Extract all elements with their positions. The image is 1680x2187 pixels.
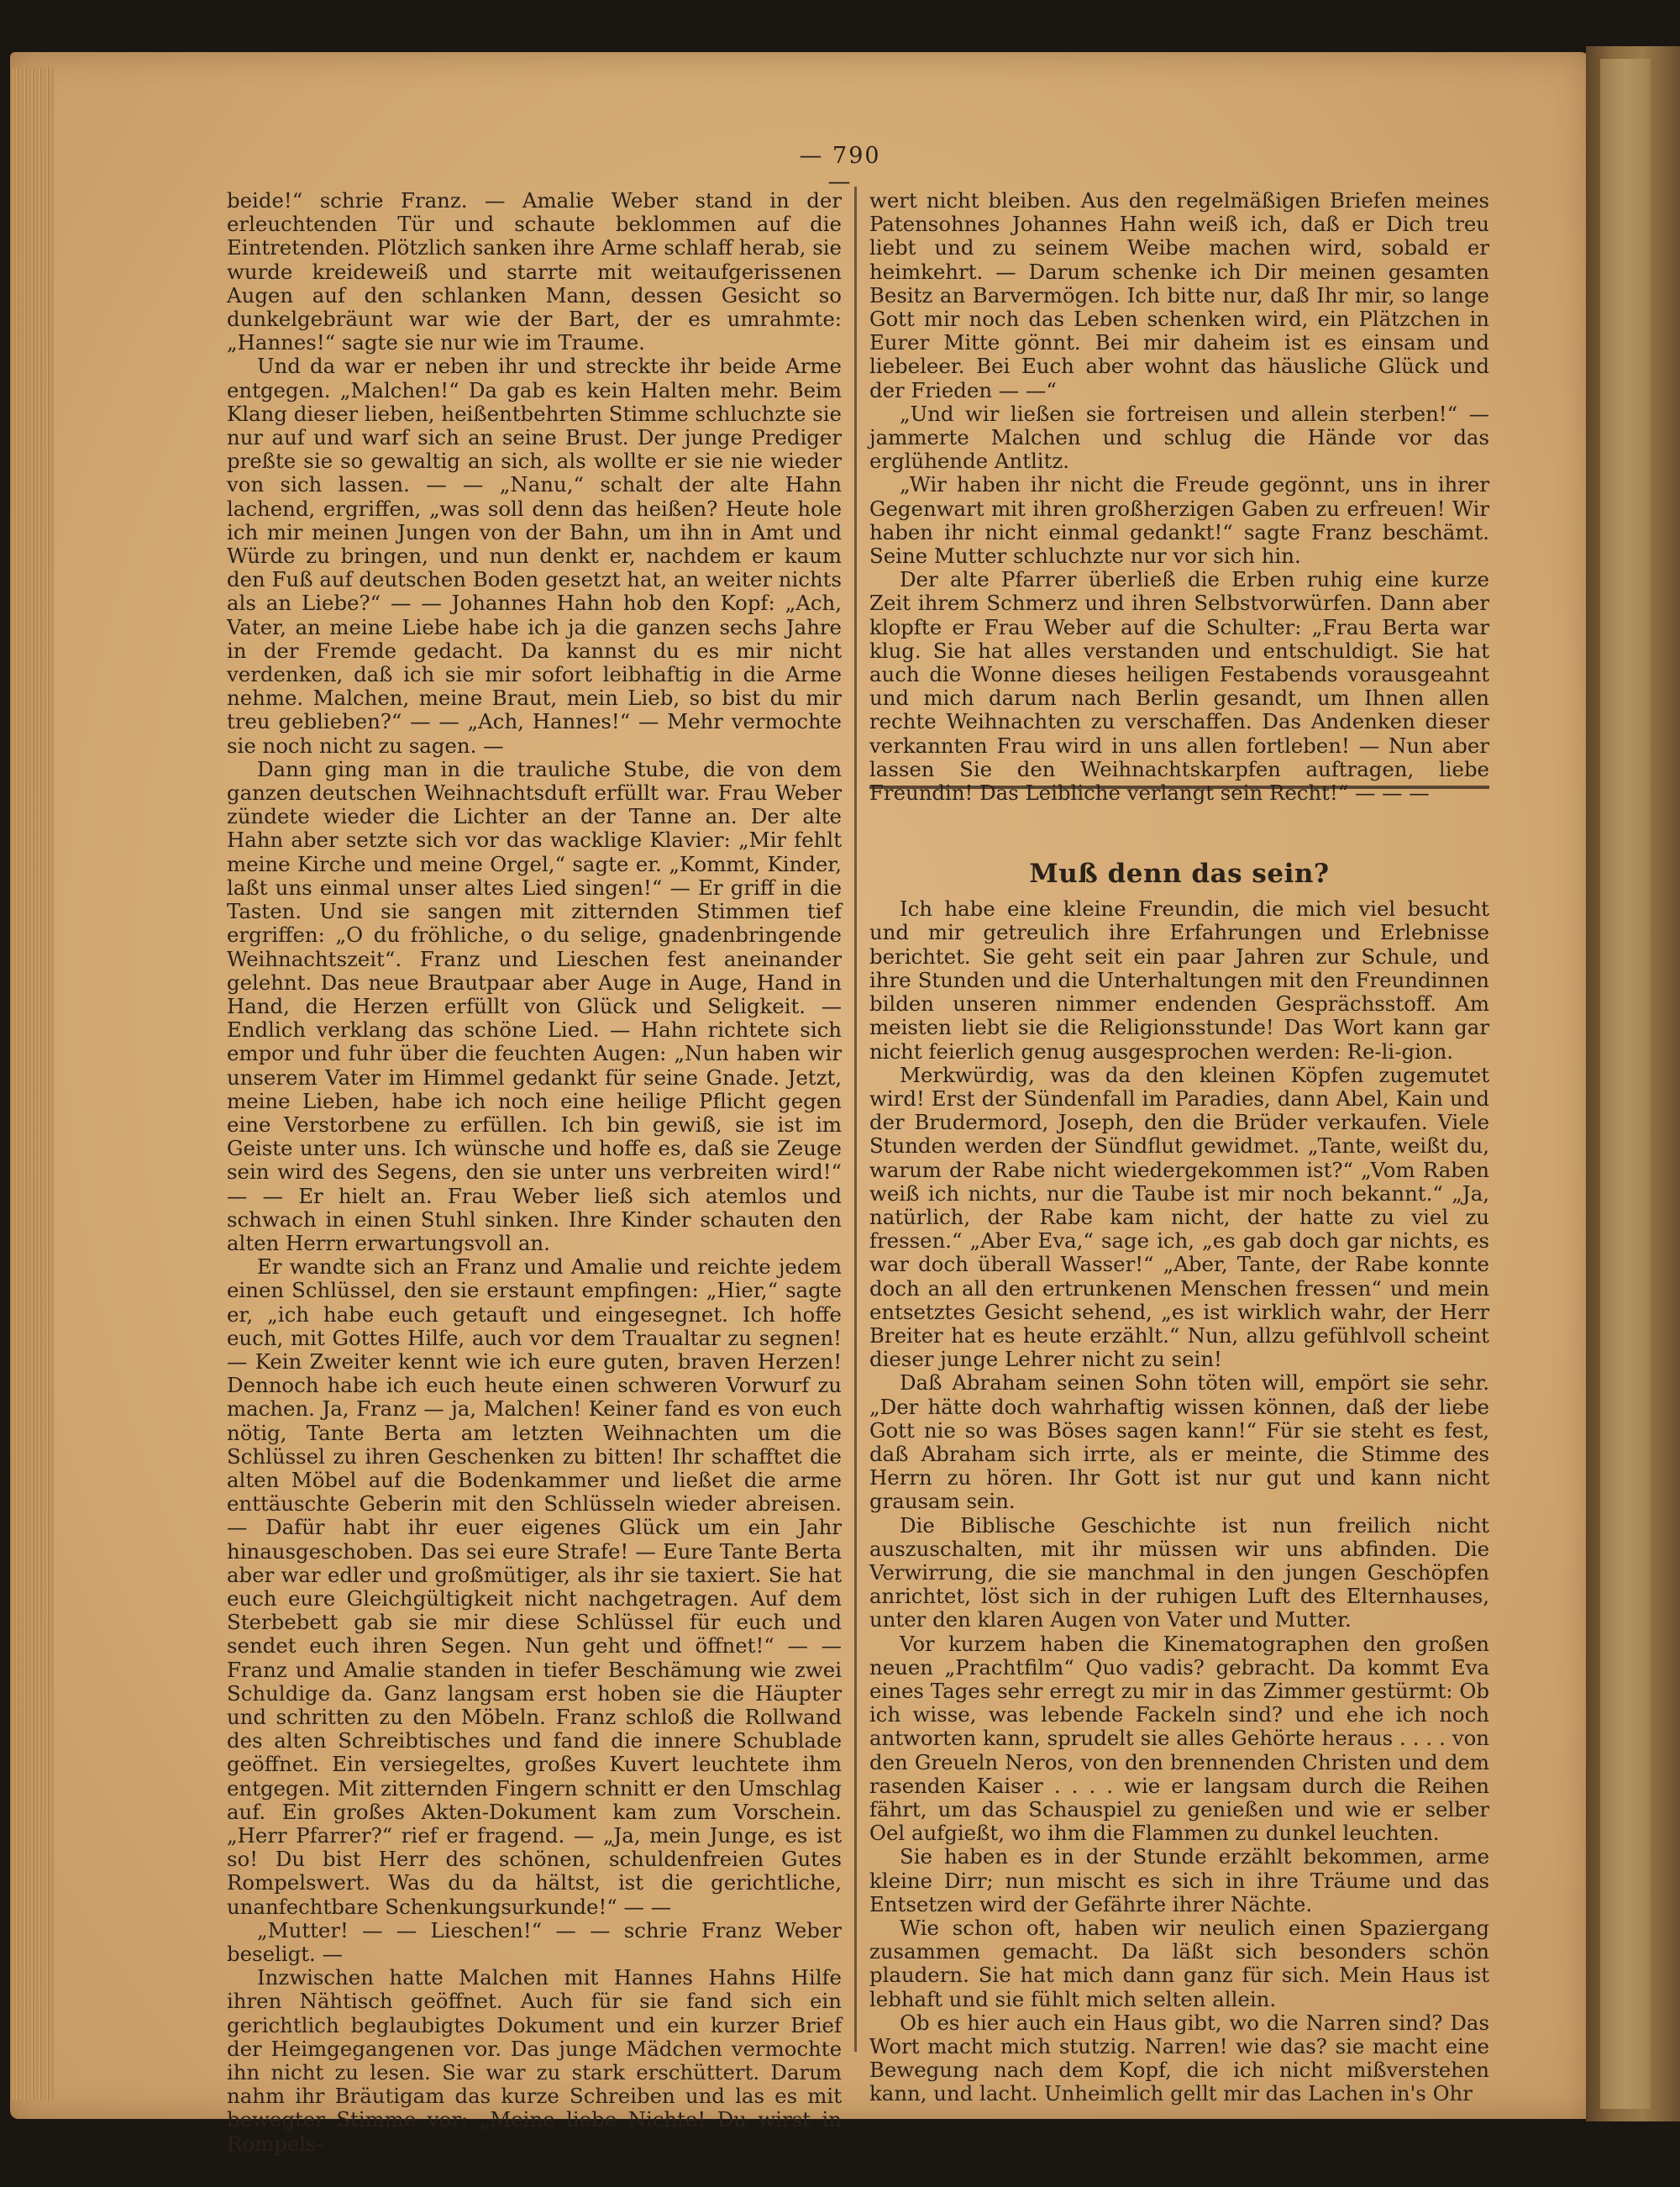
page-stack-edges xyxy=(10,67,54,2100)
column-divider xyxy=(854,187,857,2052)
left-column xyxy=(227,189,842,2156)
paragraph: Er wandte sich an Franz und Amalie und reichte jedem einen Schlüssel, den sie erstaunt empfingen: „Hier,“ sagte er, „ich habe euch getauft und eingesegnet. Ich hoffe euch, mit Gottes Hilfe, auch vor dem Traualtar zu segnen! — Kein Zweiter kennt wie ich eure guten, braven Herzen! Dennoch habe ich euch heute einen schweren Vorwurf zu machen. Ja, Franz — ja, Malchen! Keiner fand es von euch nötig, Tante Berta am letzten Weihnachten um die Schlüssel zu ihren Geschenken zu bitten! Ihr schafftet die alten Möbel auf die Bodenkammer und ließet die arme enttäuschte Geberin mit den Schlüsseln wieder abreisen. — Dafür habt ihr euer eigenes Glück um ein Jahr hinausgeschoben. Das sei eure Strafe! — Eure Tante Berta aber war edler und großmütiger, als ihr sie taxiert. Sie hat euch eure Gleichgültigkeit nicht nachgetragen. Auf dem Sterbebett gab sie mir diese Schlüssel für euch und sendet euch ihren Segen. Nun geht und öffnet!“ — — Franz und Amalie standen in tiefer Beschämung wie zwei Schuldige da. Ganz langsam erst hoben sie die Häupter und schritten zu den Möbeln. Franz schloß die Rollwand des alten Schreibtisches und fand die innere Schublade geöffnet. Ein versiegeltes, großes Kuvert leuchtete ihm entgegen. Mit zitternden Fingern schnitt er den Umschlag auf. Ein großes Akten-Dokument kam zum Vorschein. „Herr Pfarrer?“ rief er fragend. — „Ja, mein Junge, es ist so! Du bist Herr des schönen, schuldenfreien Gutes Rompelswert. Was du da hältst, ist die gerichtliche, unanfechtbare Schenkungsurkunde!“ — — xyxy=(227,1254,842,1919)
paragraph: Merkwürdig, was da den kleinen Köpfen zugemutet wird! Erst der Sündenfall im Paradies, dann Abel, Kain und der Brudermord, Joseph, den die Brüder verkaufen. Viele Stunden werden der Sündflut gewidmet. „Tante, weißt du, warum der Rabe nicht wiedergekommen ist?“ „Vom Raben weiß ich nichts, nur die Taube ist mir noch bekannt.“ „Ja, natürlich, der Rabe kam nicht, der hatte zu viel zu fressen.“ „Aber Eva,“ sage ich, „es gab doch gar nichts, es war doch überall Wasser!“ „Aber, Tante, der Rabe konnte doch an all den ertrunkenen Menschen fressen“ und mein entsetztes Gesicht sehend, „es ist wirklich wahr, der Herr Breiter hat es heute erzählt.“ Nun, allzu gefühlvoll scheint dieser junge Lehrer nicht zu sein! xyxy=(869,1062,1489,1372)
paragraph: Wie schon oft, haben wir neulich einen Spaziergang zusammen gemacht. Da läßt sich besonders schön plaudern. Sie hat mich dann ganz für sich. Mein Haus ist lebhaft und sie fühlt mich selten allein. xyxy=(869,1916,1489,2011)
paragraph: „Und wir ließen sie fortreisen und allein sterben!“ — jammerte Malchen und schlug die Hände vor das erglühende Antlitz. xyxy=(869,401,1489,474)
article-title: Muß denn das sein? xyxy=(1029,859,1330,890)
paragraph: Und da war er neben ihr und streckte ihr beide Arme entgegen. „Malchen!“ Da gab es kein Halten mehr. Beim Klang dieser lieben, heißentbehrten Stimme schluchzte sie nur auf und warf sich an seine Brust. Der junge Prediger preßte sie so gewaltig an sich, als wollte er sie nie wieder von sich lassen. — — „Nanu,“ schalt der alte Hahn lachend, ergriffen, „was soll denn das heißen? Heute hole ich mir meinen Jungen von der Bahn, um ihn in Amt und Würde zu bringen, und nun denkt er, nachdem er kaum den Fuß auf deutschen Boden gesetzt hat, an weiter nichts als an Liebe?“ — — Johannes Hahn hob den Kopf: „Ach, Vater, an meine Liebe habe ich ja die ganzen sechs Jahre in der Fremde gedacht. Da kannst du es mir nicht verdenken, daß ich sie mir sofort leibhaftig in die Arme nehme. Malchen, meine Braut, mein Lieb, so bist du mir treu geblieben?“ — — „Ach, Hannes!“ — Mehr vermochte sie noch nicht zu sagen. — xyxy=(227,354,842,758)
paragraph: Vor kurzem haben die Kinematographen den großen neuen „Prachtfilm“ Quo vadis? gebracht. Da kommt Eva eines Tages sehr erregt zu mir in das Zimmer gestürmt: Ob ich wisse, was lebende Fackeln sind? und ehe ich noch antworten kann, sprudelt sie alles Gehörte heraus . . . . von den Greueln Neros, von den brennenden Christen und dem rasenden Kaiser . . . . wie er langsam durch die Reihen fährt, um das Schauspiel zu genießen und wie er selber Oel aufgießt, wo ihm die Flammen zu dunkel leuchten. xyxy=(869,1631,1489,1846)
paragraph: wert nicht bleiben. Aus den regelmäßigen Briefen meines Patensohnes Johannes Hahn weiß ich, daß er Dich treu liebt und zu seinem Weibe machen wird, sobald er heimkehrt. — Darum schenke ich Dir meinen gesamten Besitz an Barvermögen. Ich bitte nur, daß Ihr mir, so lange Gott mir noch das Leben schenken wird, ein Plätzchen in Eurer Mitte gönnt. Bei mir daheim ist es einsam und liebeleer. Bei Euch aber wohnt das häusliche Glück und der Frieden — —“ xyxy=(869,188,1489,402)
paragraph: Inzwischen hatte Malchen mit Hannes Hahns Hilfe ihren Nähtisch geöffnet. Auch für sie fand sich ein gerichtlich beglaubigtes Dokument und ein kurzer Brief der Heimgegangenen vor. Das junge Mädchen vermochte ihn nicht zu lesen. Sie war zu stark erschüttert. Darum nahm ihr Bräutigam das kurze Schreiben und las es mit bewegter Stimme vor: „Meine liebe Nichte! Du wirst in Rompels- xyxy=(227,1965,842,2156)
paragraph: Ich habe eine kleine Freundin, die mich viel besucht und mir getreulich ihre Erfahrungen und Erlebnisse berichtet. Sie geht seit ein paar Jahren zur Schule, und ihre Stunden und die Unterhaltungen mit den Freundinnen bilden unseren nimmer endenden Gesprächsstoff. Am meisten liebt sie die Religionsstunde! Das Wort kann gar nicht feierlich genug ausgesprochen werden: Re-li-gion. xyxy=(869,896,1489,1064)
book-cover-edge xyxy=(1600,59,1651,2109)
paragraph: Die Biblische Geschichte ist nun freilich nicht auszuschalten, mit ihr müssen wir uns abfinden. Die Verwirrung, die sie manchmal in den jungen Geschöpfen anrichtet, löst sich in der ruhigen Luft des Elternhauses, unter den klaren Augen von Vater und Mutter. xyxy=(869,1512,1489,1632)
right-column xyxy=(869,189,1489,2106)
paragraph: Ob es hier auch ein Haus gibt, wo die Narren sind? Das Wort macht mich stutzig. Narren! wie das? sie macht eine Bewegung nach dem Kopf, die ich nicht mißverstehen kann, und lacht. Unheimlich gellt mir das Lachen in's Ohr xyxy=(869,2010,1489,2106)
paragraph: Sie haben es in der Stunde erzählt bekommen, arme kleine Dirr; nun mischt es sich in ihre Träume und das Entsetzen wird der Gefährte ihrer Nächte. xyxy=(869,1844,1489,1916)
paragraph: „Mutter! — — Lieschen!“ — — schrie Franz Weber beseligt. — xyxy=(227,1917,842,1967)
paragraph: beide!“ schrie Franz. — Amalie Weber stand in der erleuchtenden Tür und schaute beklommen auf die Eintretenden. Plötzlich sanken ihre Arme schlaff herab, sie wurde kreideweiß und starrte mit weitaufgerissenen Augen auf den schlanken Mann, dessen Gesicht so dunkelgebräunt war wie der Bart, der es umrahmte: „Hannes!“ sagte sie nur wie im Traume. xyxy=(227,188,842,355)
paragraph: Daß Abraham seinen Sohn töten will, empört sie sehr. „Der hätte doch wahrhaftig wissen können, daß der liebe Gott nie so was Böses sagen kann!“ Für sie steht es fest, daß Abraham sich irrte, als er meinte, die Stimme des Herrn zu hören. Ihr Gott ist nur gut und kann nicht grausam sein. xyxy=(869,1370,1489,1514)
paragraph: Der alte Pfarrer überließ die Erben ruhig eine kurze Zeit ihrem Schmerz und ihren Selbstvorwürfen. Dann aber klopfte er Frau Weber auf die Schulter: „Frau Berta war klug. Sie hat alles verstanden und entschuldigt. Sie hat auch die Wonne dieses heiligen Festabends vorausgeahnt und mich darum nach Berlin gesandt, um Ihnen allen rechte Weihnachten zu verschaffen. Das Andenken dieser verkannten Frau wird in uns allen fortleben! — Nun aber lassen Sie den Weihnachtskarpfen auftragen, liebe Freundin! Das Leibliche verlangt sein Recht!“ — — — xyxy=(869,567,1489,806)
paragraph: „Wir haben ihr nicht die Freude gegönnt, uns in ihrer Gegenwart mit ihren großherzigen Gaben zu erfreuen! Wir haben ihr nicht einmal gedankt!“ sagte Franz beschämt. Seine Mutter schluchzte nur vor sich hin. xyxy=(869,472,1489,569)
page-number: — 790 — xyxy=(799,143,881,195)
paragraph: Dann ging man in die trauliche Stube, die von dem ganzen deutschen Weihnachtsduft erfüllt war. Frau Weber zündete wieder die Lichter an der Tanne an. Der alte Hahn aber setzte sich vor das wacklige Klavier: „Mir fehlt meine Kirche und meine Orgel,“ sagte er. „Kommt, Kinder, laßt uns einmal unser altes Lied singen!“ — Er griff in die Tasten. Und sie sangen mit zitternden Stimmen tief ergriffen: „O du fröhliche, o du selige, gnadenbringende Weihnachtszeit“. Franz und Lieschen fest aneinander gelehnt. Das neue Brautpaar aber Auge in Auge, Hand in Hand, die Herzen erfüllt von Glück und Seligkeit. — Endlich verklang das schöne Lied. — Hahn richtete sich empor und fuhr über die feuchten Augen: „Nun haben wir unserem Vater im Himmel gedankt für seine Gnade. Jetzt, meine Lieben, habe ich noch eine heilige Pflicht gegen eine Verstorbene zu erfüllen. Ich bin gewiß, sie ist im Geiste unter uns. Ich wünsche und hoffe es, daß sie Zeuge sein wird des Segens, den sie unter uns verbreiten wird!“ — — Er hielt an. Frau Weber ließ sich atemlos und schwach in einen Stuhl sinken. Ihre Kinder schauten den alten Herrn erwartungsvoll an. xyxy=(227,756,842,1255)
